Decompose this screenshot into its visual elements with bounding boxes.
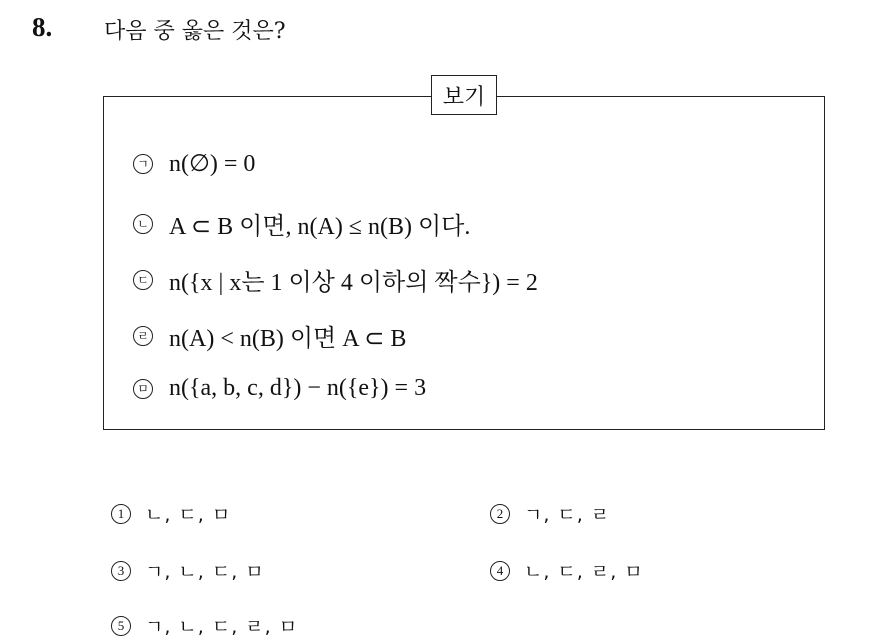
choice-number-1: 1 <box>111 504 131 524</box>
choice-number-4: 4 <box>490 561 510 581</box>
item-mark-3: ㄷ <box>133 270 153 290</box>
item-text-5: n({a, b, c, d}) − n({e}) = 3 <box>169 375 427 401</box>
item-text-2: A ⊂ B 이면, n(A) ≤ n(B) 이다. <box>169 214 471 240</box>
item-mark-4: ㄹ <box>133 326 153 346</box>
choice-answer-4: ㄴ, ㄷ, ㄹ, ㅁ <box>524 561 644 583</box>
choice-4[interactable] <box>490 557 644 584</box>
example-item-1 <box>133 149 255 178</box>
example-item-2 <box>133 206 470 241</box>
choice-answer-5: ㄱ, ㄴ, ㄷ, ㄹ, ㅁ <box>145 616 299 638</box>
choice-3[interactable] <box>111 557 265 584</box>
example-item-3 <box>133 262 538 297</box>
item-text-3: n({x | x는 1 이상 4 이하의 짝수}) = 2 <box>169 270 538 296</box>
choice-answer-2: ㄱ, ㄷ, ㄹ <box>524 504 611 526</box>
item-mark-1: ㄱ <box>133 154 153 174</box>
choice-1[interactable] <box>111 500 231 527</box>
item-text-4: n(A) < n(B) 이면 A ⊂ B <box>169 326 407 352</box>
item-text-1: n(∅) = 0 <box>169 151 256 177</box>
choice-2[interactable] <box>490 500 610 527</box>
example-box-label: 보기 <box>431 75 497 115</box>
choice-answer-3: ㄱ, ㄴ, ㄷ, ㅁ <box>145 561 265 583</box>
choice-number-3: 3 <box>111 561 131 581</box>
example-item-4 <box>133 318 406 353</box>
example-item-5 <box>133 375 426 402</box>
choice-answer-1: ㄴ, ㄷ, ㅁ <box>145 504 232 526</box>
question-text: 다음 중 옳은 것은? <box>104 19 286 44</box>
question-number: 8. <box>32 12 53 42</box>
choice-number-2: 2 <box>490 504 510 524</box>
item-mark-2: ㄴ <box>133 214 153 234</box>
choice-number-5: 5 <box>111 616 131 636</box>
choice-5[interactable] <box>111 612 298 639</box>
item-mark-5: ㅁ <box>133 379 153 399</box>
